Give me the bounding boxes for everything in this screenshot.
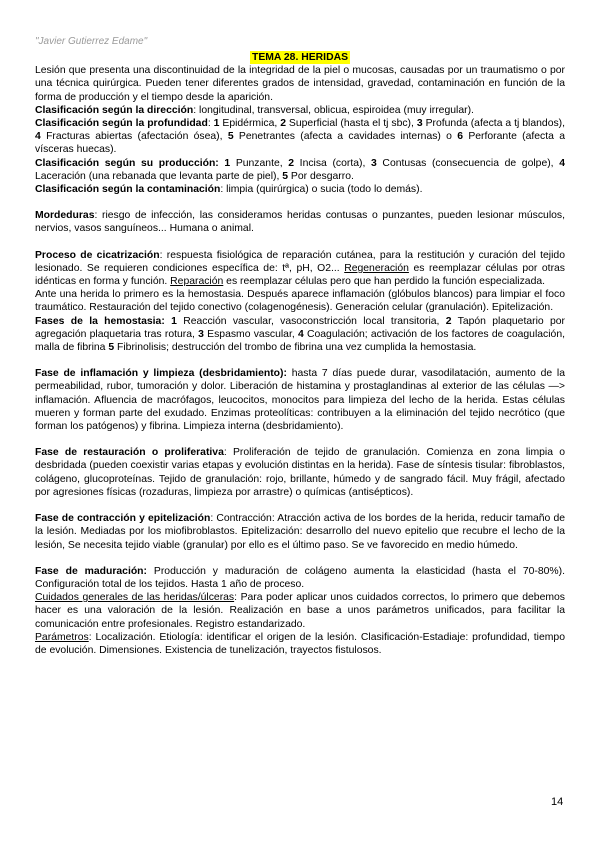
restauracion-paragraph	[35, 446, 565, 499]
text: Producción y maduración de colágeno aumenta la elasticidad (hasta el 70-80%). Configuración total de los tejidos. Hasta 1 año de proceso.	[35, 565, 565, 590]
title-wrapper	[35, 51, 565, 64]
enumeration-number: 1	[171, 315, 177, 327]
page-header-author: "Javier Gutierrez Edame"	[35, 36, 148, 47]
text-run: Coagulación; activación de los factores de coagulación, malla de fibrina	[35, 328, 565, 354]
enumeration-number: 2	[280, 118, 286, 130]
enumeration-number: 5	[108, 342, 115, 354]
label: Clasificación según su producción:	[35, 157, 219, 169]
label: Proceso de cicatrización	[35, 249, 160, 261]
text-run: Contusas (consecuencia de golpe),	[376, 157, 560, 169]
label: Fase de inflamación y limpieza (desbridamiento):	[35, 368, 287, 380]
enumeration-number: 2	[445, 315, 452, 327]
text: : longitudinal, transversal, oblicua, espiroidea (muy irregular).	[193, 104, 474, 116]
text: : limpia (quirúrgica) o sucia (todo lo demás).	[220, 184, 423, 196]
label: Clasificación según la contaminación	[35, 184, 221, 196]
label: Parámetros	[35, 631, 89, 643]
label: Fase de restauración o proliferativa	[35, 447, 224, 459]
enumeration-number: 1	[224, 157, 231, 169]
regeneracion-term: Regeneración	[344, 262, 409, 274]
text-run: Fibrinolisis; destrucción del trombo de fibrina una vez cumplida la hemostasia.	[114, 342, 477, 354]
maduracion-paragraph	[35, 565, 565, 591]
clasificacion-direccion	[35, 104, 565, 117]
enumeration-number: 3	[371, 157, 377, 169]
text-run: Fracturas abiertas (afectación ósea),	[40, 131, 228, 143]
text-run: Incisa (corta),	[294, 157, 372, 169]
enumeration-number: 2	[288, 157, 295, 169]
text: : riesgo de infección, las consideramos heridas contusas o punzantes, pueden lesionar músculos, nervios, vasos sanguíneos... Humana o animal.	[35, 210, 565, 235]
label: Fase de contracción y epitelización	[35, 513, 211, 525]
text-run: Espasmo vascular,	[203, 328, 298, 340]
enumeration-number: 3	[416, 118, 423, 130]
text-run: Perforante (afecta a vísceras huecas).	[35, 131, 565, 156]
parametros-paragraph	[35, 631, 565, 657]
label: Cuidados generales de las heridas/úlceras	[35, 592, 235, 604]
hemostasia-paragraph	[35, 315, 565, 355]
page-number: 14	[551, 796, 564, 808]
text-run: :	[207, 118, 214, 130]
text: hasta 7 días puede durar, vasodilatación, aumento de la permeabilidad, rubor, tumoración y dolor. Liberación de histamina y prostaglandinas al exterior de las células —> inflamación. Afluencia de macrófagos, leucocitos, monocitos para limpieza del lecho de la herida. Estas células mueren y forman parte del exudado. Enzimas proteolíticas: contribuyen a la eliminación del tejido necrótico (que forman los patógenos) y fibrina. Limpieza interna (desbridamiento).	[35, 368, 565, 433]
text-run: Por desgarro.	[288, 170, 354, 182]
label: Clasificación según la dirección	[35, 104, 194, 116]
label: Fase de maduración:	[35, 565, 147, 577]
enumeration-number: 4	[35, 131, 41, 143]
clasificacion-produccion	[35, 157, 565, 183]
text: : Contracción: Atracción activa de los bordes de la herida, reducir tamaño de la lesión. Mediadas por los miofibroblastos. Epitelización: desarrollo del nuevo epitelio que recubre el lecho de la lesión, Se necesita tejido viable (granular) por ello es el último paso. Se ve favorecido en medio húmedo.	[35, 513, 565, 551]
enumeration-number: 1	[213, 118, 220, 130]
text-run: Punzante,	[230, 157, 289, 169]
text: : respuesta fisiológica de reparación cutánea, para la restitución y curación del tejido lesionado. Se requieren condiciones específica de: tª, pH, O2...	[35, 249, 565, 274]
text: : Localización. Etiología: identificar el origen de la lesión. Clasificación-Estadiaje: profundidad, tiempo de evolución. Dimensiones. Existencia de tunelización, trayectos fistulosos.	[35, 631, 565, 656]
text: es reemplazar células por otras idénticas en forma y función.	[35, 262, 566, 288]
text-run: Tapón plaquetario por agregación plaquetaria tras rotura,	[35, 315, 565, 340]
text-run: Epidérmica,	[219, 118, 281, 130]
enumeration-number: 6	[457, 131, 464, 143]
cuidados-paragraph	[35, 591, 565, 631]
label: Fases de la hemostasia:	[35, 315, 165, 327]
reparacion-term: Reparación	[170, 276, 224, 288]
text: : Proliferación de tejido de granulación. Comienza en zona limpia o desbridada (pueden coexistir varias etapas y evolución distintas en la herida). Fase de síntesis tisular: fibroblastos, colágeno, glucoproteínas. Tejido de granulación: rojo, brillante, húmedo y de sangrado fácil. Muy frágil, afectado por agresiones físicas (rozaduras, limpieza por arrastre) o químicas (antisépticos).	[35, 447, 565, 498]
text-run: Laceración (una rebanada que levanta parte de piel),	[35, 170, 283, 182]
document-body	[35, 51, 565, 657]
mordeduras-paragraph	[35, 209, 565, 235]
enumeration-number: 4	[297, 328, 304, 340]
label: Mordeduras	[35, 210, 95, 222]
intro-paragraph: Lesión que presenta una discontinuidad de la integridad de la piel o mucosas, causadas por un traumatismo o por una técnica quirúrgica. Pueden tener diferentes grados de intensidad, gravedad, contaminación en función de la forma de producción y el tiempo desde la aparición.	[35, 65, 565, 103]
text: : Para poder aplicar unos cuidados correctos, lo primero que debemos hacer es una valoración de la lesión. Realización en base a unos parámetros unificados, para facilitar la comunicación entre profesionales. Registro estandarizado.	[35, 592, 565, 630]
enumeration-number: 4	[559, 157, 565, 169]
text: es reemplazar células pero que han perdido la función especializada.	[223, 276, 546, 288]
label: Clasificación según la profundidad	[35, 118, 208, 130]
text-run: Profunda (afecta a tj blandos),	[422, 118, 566, 130]
page-title: TEMA 28. HERIDAS	[251, 52, 349, 63]
text-run: Penetrantes (afecta a cavidades internas) o	[233, 131, 458, 143]
cicatrizacion-paragraph-2: Ante una herida lo primero es la hemostasia. Después aparece inflamación (glóbulos blancos) para limpiar el foco traumático. Restauración del tejido conectivo (colagenogénesis). Generación celular (granulación). Epitelización.	[35, 289, 565, 314]
clasificacion-contaminacion	[35, 183, 565, 196]
enumeration-number: 5	[227, 131, 234, 143]
text-run: Reacción vascular, vasoconstricción local transitoria,	[176, 315, 446, 327]
enumeration-number: 5	[282, 170, 289, 182]
enumeration-number: 3	[198, 328, 204, 340]
cicatrizacion-paragraph	[35, 249, 565, 289]
clasificacion-profundidad	[35, 117, 565, 157]
inflamacion-paragraph	[35, 367, 565, 433]
contraccion-paragraph	[35, 512, 565, 552]
text-run: Superficial (hasta el tj sbc),	[285, 118, 417, 130]
